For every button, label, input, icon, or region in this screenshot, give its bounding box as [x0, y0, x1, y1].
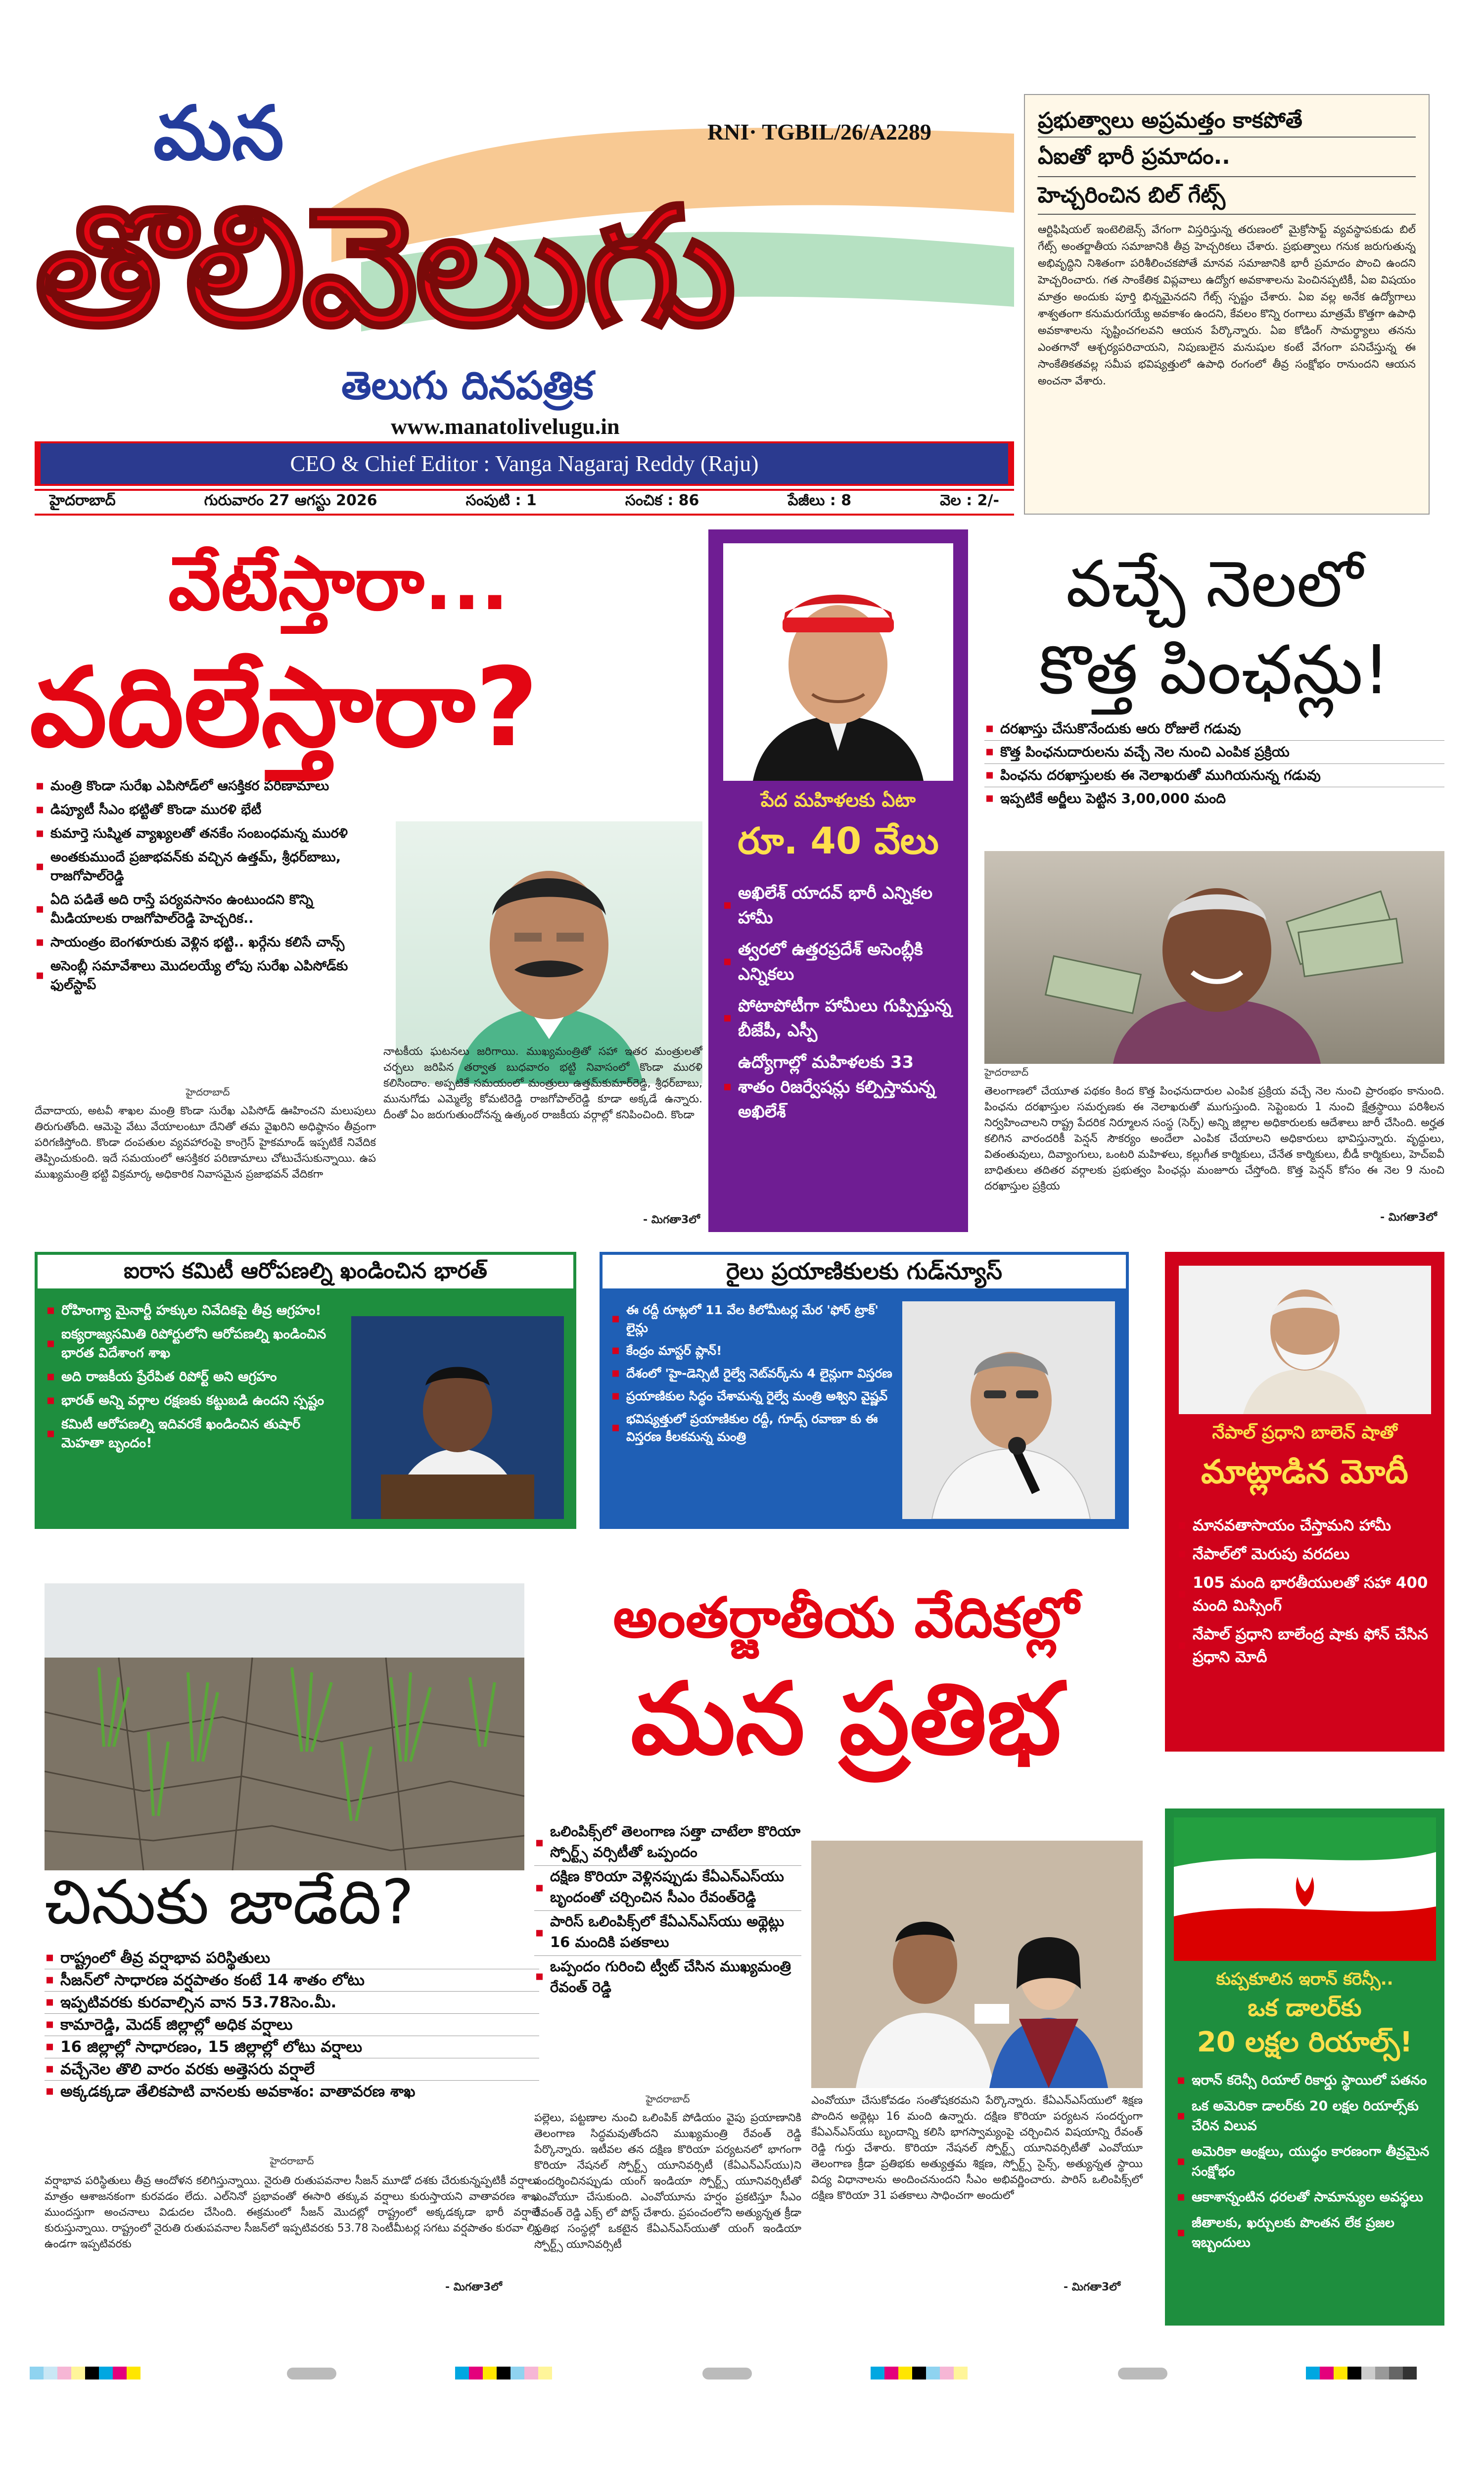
dateline-date: గురువారం 27 ఆగస్టు 2026	[204, 492, 377, 509]
list-item: భారత్ అన్ని వర్గాల రక్షణకు కట్టుబడి ఉందని స్పష్టం	[46, 1391, 342, 1410]
list-item: సాయంత్రం బెంగళూరుకు వెళ్లిన భట్టి.. ఖర్గేను కలిసే చాన్స్	[35, 933, 381, 952]
iran-headline-3: 20 లక్షల రియాల్స్!	[1197, 2026, 1413, 2058]
nepal-headline-1: నేపాల్ ప్రధాని బాలెన్ షాతో	[1212, 1423, 1397, 1443]
masthead-mana: మన	[153, 91, 284, 177]
list-item: కామారెడ్డి, మెదక్ జిల్లాల్లో అధిక వర్షాలు	[45, 2014, 539, 2036]
list-item: ఒలింపిక్స్‌లో తెలంగాణ సత్తా చాటేలా కొరియా స్పోర్ట్స్ వర్సిటీతో ఒప్పందం	[534, 1821, 801, 1866]
list-item: ఒప్పందం గురించి ట్వీట్ చేసిన ముఖ్యమంత్రి రేవంత్ రెడ్డి	[534, 1956, 801, 1998]
iran-box	[1165, 1808, 1444, 2326]
list-item: రోహింగ్యా మైనార్టీ హక్కుల నివేదికపై తీవ్ర ఆగ్రహం!	[46, 1301, 342, 1320]
print-color-bar	[30, 2363, 1454, 2382]
list-item: ప్రయాణికుల సిద్ధం చేశామన్న రైల్వే మంత్రి అశ్విని వైష్ణవ్	[610, 1387, 892, 1405]
talent-headline-2: మన ప్రతిభ	[630, 1662, 1062, 1777]
gates-headline-3: హెచ్చరించిన బిల్ గేట్స్	[1038, 176, 1416, 215]
list-item: ఒక అమెరికా డాలర్‌కు 20 లక్షల రియాల్స్‌కు చేరిన విలువ	[1176, 2096, 1436, 2136]
list-item: అఖిలేశ్ యాదవ్ భారీ ఎన్నికల హామీ	[722, 881, 955, 930]
talent-dateline: హైదరాబాద్	[646, 2093, 690, 2105]
un-box	[35, 1252, 576, 1529]
list-item: కేంద్రం మాస్టర్ ప్లాన్!	[610, 1342, 892, 1360]
lead-headline-2: వదిలేస్తారా?	[30, 644, 539, 771]
dateline-city: హైదరాబాద్	[49, 492, 116, 509]
iran-headline-2: ఒక డాలర్‌కు	[1248, 1994, 1362, 2022]
list-item: మానవతాసాయం చేస్తామని హామీ	[1177, 1514, 1434, 1537]
gates-body: ఆర్టిఫిషియల్ ఇంటెలిజెన్స్ వేగంగా విస్తరిస్తున్న తరుణంలో మైక్రోసాఫ్ట్ వ్యవస్థాపకుడు బిల్ గేట్స్ అంతర్జాతీయ సమాజానికి తీవ్ర హెచ్చరికలు చేశారు. ప్రభుత్వాలు గనుక జరుగుతున్న అభివృద్ధిని నిశితంగా పరిశీలించకపోతే మానవ సమాజానికి భారీ ప్రమాదం పొంచి ఉందని హెచ్చరించారు. గత సాంకేతిక విప్లవాలు ఉద్యోగ అవకాశాలను పెంచినప్పటికీ, ఏఐ విషయం మాత్రం అందుకు పూర్తి భిన్నమైనదని గేట్స్ స్పష్టం చేశారు. ఏఐ వల్ల అనేక ఉద్యోగాలు శాశ్వతంగా కనుమరుగయ్యే అవకాశం ఉందని, కేవలం కొన్ని రంగాలు మాత్రమే కొత్తగా ఉపాధి అవకాశాలను సృష్టించగలవని ఆయన పేర్కొన్నారు. ఏఐ కోడింగ్ సామర్థ్యాలు తనను ఎంతగానో ఆశ్చర్యపరిచాయని, నిపుణులైన మనుషుల కంటే వేగంగా పనిచేస్తున్న ఈ సాంకేతికతవల్ల సమీప భవిష్యత్తులో ఉపాధి రంగంలో తీవ్ర సంక్షోభం రానుందని ఆయన అంచనా వేశారు.	[1038, 224, 1416, 387]
list-item: ఇరాన్ కరెన్సీ రియాల్ రికార్డు స్థాయిలో పతనం	[1176, 2071, 1436, 2091]
gates-headline-2: ఏఐతో భారీ ప్రమాదం..	[1038, 144, 1230, 169]
list-item: దేశంలో 'హై-డెన్సిటీ రైల్వే నెట్‌వర్క్‌ను 4 లైన్లుగా విస్తరణ	[610, 1365, 892, 1382]
un-bullets	[46, 1301, 342, 1453]
korea-mou-photo	[811, 1841, 1143, 2088]
lead-headline-1: వేటేస్తారా...	[168, 541, 509, 627]
list-item: అసెంబ్లీ సమావేశాలు మొదలయ్యే లోపు సురేఖ ఎపిసోడ్‌కు ఫుల్‌స్టాప్	[35, 957, 381, 995]
akhilesh-photo	[723, 543, 953, 781]
list-item: కొత్త పింఛనుదారులను వచ్చే నెల నుంచి ఎంపిక ప్రక్రియ	[984, 741, 1444, 764]
rail-headline: రైలు ప్రయాణికులకు గుడ్‌న్యూస్	[600, 1252, 1129, 1291]
list-item: ఉద్యోగాల్లో మహిళలకు 33 శాతం రిజర్వేషన్లు కల్పిస్తామన్న అఖిలేశ్	[722, 1050, 955, 1124]
pension-photo-caption: హైదరాబాద్	[984, 1066, 1029, 1078]
iran-headline-1: కుప్పకూలిన ఇరాన్ కరెన్సీ..	[1216, 1969, 1393, 1989]
rain-photo	[45, 1583, 524, 1870]
nepal-bullets	[1177, 1514, 1434, 1668]
list-item: ఏది పడితే అది రాస్తే పర్యవసానం ఉంటుందని కొన్ని మీడియాలకు రాజగోపాల్‌రెడ్డి హెచ్చరిక..	[35, 891, 381, 928]
gates-article	[1024, 94, 1430, 515]
list-item: త్వరలో ఉత్తరప్రదేశ్ అసెంబ్లీకి ఎన్నికలు	[722, 937, 955, 987]
masthead-title: తొలివెలుగు	[35, 172, 733, 362]
masthead-website: www.manatolivelugu.in	[391, 414, 620, 439]
rail-photo	[902, 1301, 1115, 1519]
akhilesh-bullets	[722, 881, 955, 1124]
list-item: అమెరికా ఆంక్షలు, యుద్ధం కారణంగా తీవ్రమైన సంక్షోభం	[1176, 2142, 1436, 2182]
dateline-pages: పేజీలు : 8	[788, 492, 852, 509]
akhilesh-amount: రూ. 40 వేలు	[738, 820, 939, 862]
lead-continuation: - మిగతా3లో	[643, 1214, 700, 1226]
list-item: పారిస్ ఒలింపిక్స్‌లో కేఏఎన్‌ఎస్‌యు అథ్లెట్లు 16 మందికి పతకాలు	[534, 1911, 801, 1956]
list-item: ఐక్యరాజ్యసమితి రిపోర్టులోని ఆరోపణల్ని ఖండించిన భారత విదేశాంగ శాఖ	[46, 1325, 342, 1363]
list-item: రాష్ట్రంలో తీవ్ర వర్షాభావ పరిస్థితులు	[45, 1947, 539, 1969]
iran-bullets	[1176, 2071, 1436, 2253]
pension-headline-1: వచ్చే నెలలో	[1066, 546, 1363, 621]
dateline-volume: సంపుటి : 1	[465, 492, 537, 509]
talent-headline-1: అంతర్జాతీయ వేదికల్లో	[613, 1586, 1079, 1650]
lead-body-left: దేవాదాయ, అటవీ శాఖల మంత్రి కొండా సురేఖ ఎపిసోడ్ ఊహించని మలుపులు తిరుగుతోంది. ఆమెపై వేటు వేయాలంటూ దేనితో తమ వైఖరిని అధిష్ఠానం తీవ్రంగా పరిగణిస్తోంది. కొండా దంపతుల వ్యవహారంపై కాంగ్రెస్ హైకమాండ్ ఇప్పటికే నివేదిక తెప్పించుకుంది. ఇదే సమయంలో ఆసక్తికర పరిణామాలు చోటుచేసుకున్నాయి. ఉప ముఖ్యమంత్రి భట్టి విక్రమార్క అధికారిక నివాసమైన ప్రజాభవన్ వేదికగా	[35, 1105, 376, 1181]
lead-photo-caption: హైదరాబాద్	[186, 1086, 230, 1098]
rain-headline: చినుకు జాడేది?	[45, 1867, 414, 1938]
rain-continuation: - మిగతా3లో	[445, 2281, 502, 2293]
list-item: అది రాజకీయ ప్రేరేపిత రిపోర్ట్ అని ఆగ్రహం	[46, 1368, 342, 1386]
talent-body-left: పల్లెలు, పట్టణాల నుంచి ఒలింపిక్ పోడియం వైపు ప్రయాణానికి తెలంగాణ సిద్ధమవుతోందని ముఖ్యమంత్రి రేవంత్ రెడ్డి పేర్కొన్నారు. ఇటీవల తన దక్షిణ కొరియా పర్యటనలో భాగంగా కొరియా నేషనల్ స్పోర్ట్స్ యూనివర్సిటీ (కేఏఎన్‌ఎస్‌యు)ని సందర్శించినప్పుడు యంగ్ ఇండియా స్పోర్ట్స్ యూనివర్సిటీతో ఎంవోయూ చేసుకుంది. ఎంవోయూను హర్షం ప్రకటిస్తూ సీఎం రేవంత్ రెడ్డి ఎక్స్ లో పోస్ట్ చేశారు. ప్రపంచంలోని అత్యున్నత క్రీడా ప్రతిభ సంస్థల్లో ఒకటైన కేఏఎన్‌ఎస్‌యుతో యంగ్ ఇండియా స్పోర్ట్స్ యూనివర్సిటీ	[534, 2112, 801, 2251]
list-item: పోటాపోటీగా హామీలు గుప్పిస్తున్న బీజేపీ, ఎస్పీ	[722, 994, 955, 1043]
list-item: అక్కడక్కడా తేలికపాటి వానలకు అవకాశం: వాతావరణ శాఖ	[45, 2081, 539, 2102]
list-item: కుమార్తె సుష్మిత వ్యాఖ్యలతో తనకేం సంబంధమన్న మురళి	[35, 824, 381, 843]
nepal-headline-2: మాట్లాడిన మోదీ	[1201, 1453, 1408, 1491]
modi-photo	[1179, 1266, 1431, 1414]
rni-number: RNI· TGBIL/26/A2289	[707, 119, 931, 144]
list-item: నేపాల్ ప్రధాని బాలేంద్ర షాకు ఫోన్ చేసిన ప్రధాని మోదీ	[1177, 1623, 1434, 1668]
list-item: ఆకాశాన్నంటిన ధరలతో సామాన్యుల అవస్థలు	[1176, 2188, 1436, 2207]
list-item: పింఛను దరఖాస్తులకు ఈ నెలాఖరుతో ముగియనున్న గడువు	[984, 764, 1444, 787]
talent-bullets	[534, 1821, 801, 1998]
lead-bullets	[35, 777, 381, 995]
talent-body-right: ఎంవోయూ చేసుకోవడం సంతోషకరమని పేర్కొన్నారు. కేఏఎన్‌ఎస్‌యులో శిక్షణ పొందిన అథ్లెట్లు 16 మంది ఉన్నారు. దక్షిణ కొరియా పర్యటన సందర్భంగా కేఏఎన్‌ఎస్‌యు బృందాన్ని కలిసి భాగస్వామ్యంపై చర్చించిన విషయాన్ని రేవంత్ రెడ్డి గుర్తు చేశారు. కొరియా నేషనల్ స్పోర్ట్స్ యూనివర్సిటీతో ఎంవోయూ తెలంగాణ క్రీడా ప్రతిభకు అత్యుత్తమ శిక్షణ, స్పోర్ట్స్ సైన్స్, అత్యున్నత స్థాయి విద్య విధానాలను అందించనుందని సీఎం అభివర్ణించారు. పారిస్ ఒలింపిక్స్‌లో దక్షిణ కొరియా 31 పతకాలు సాధించగా అందులో	[811, 2094, 1143, 2202]
rain-dateline: హైదరాబాద్	[270, 2155, 314, 2167]
list-item: అంతకుముందే ప్రజాభవన్‌కు వచ్చిన ఉత్తమ్, శ్రీధర్‌బాబు, రాజగోపాల్‌రెడ్డి	[35, 848, 381, 886]
dateline-issue: సంచిక : 86	[625, 492, 699, 509]
pension-body: తెలంగాణలో చేయూత పథకం కింద కొత్త పింఛనుదారుల ఎంపిక ప్రక్రియ వచ్చే నెల నుంచి ప్రారంభం కానుంది. పింఛను దరఖాస్తుల సమర్పణకు ఈ నెలాఖరుతో ముగుస్తుంది. సెప్టెంబరు 1 నుంచి క్షేత్రస్థాయి పరిశీలన నిర్వహించాలని రాష్ట్ర పేదరిక నిర్మూలన సంస్థ (సెర్ప్) అన్ని జిల్లాల అధికారులకు ఆదేశాలు జారీ చేసింది. అర్హత కలిగిన వారందరికీ పెన్షన్ సౌకర్యం అందేలా ఎంపిక చేయాలని అధికారులు భావిస్తున్నారు. వృద్ధులు, వితంతువులు, దివ్యాంగులు, ఒంటరి మహిళలు, కల్లుగీత కార్మికులు, చేనేత కార్మికులు, బీడీ కార్మికులు, హెచ్ఐవీ బాధితులు తదితర వర్గాలకు ప్రభుత్వం పింఛన్లు మంజూరు చేస్తోంది. కొత్త పెన్షన్ కోసం ఈ నెల 9 నుంచి దరఖాస్తుల ప్రక్రియ	[984, 1085, 1444, 1192]
pension-bullets	[984, 717, 1444, 810]
masthead-subtitle: తెలుగు దినపత్రిక	[341, 364, 594, 408]
iran-flag	[1174, 1817, 1436, 1961]
list-item: 105 మంది భారతీయులతో సహా 400 మంది మిస్సింగ్	[1177, 1571, 1434, 1617]
list-item: దక్షిణ కొరియా వెళ్లినప్పుడు కేఏఎన్‌ఎస్‌యు బృందంతో చర్చించిన సీఎం రేవంత్‌రెడ్డి	[534, 1866, 801, 1911]
list-item: దరఖాస్తు చేసుకొనేందుకు ఆరు రోజులే గడువు	[984, 717, 1444, 741]
list-item: నేపాల్‌లో మెరుపు వరదలు	[1177, 1543, 1434, 1566]
un-photo	[351, 1316, 564, 1519]
dateline-bar	[35, 489, 1014, 516]
akhilesh-caption-small: పేద మహిళలకు ఏటా	[760, 789, 916, 811]
rail-box	[600, 1252, 1129, 1529]
nepal-box	[1165, 1252, 1444, 1752]
gates-headline-1: ప్రభుత్వాలు అప్రమత్తం కాకపోతే	[1038, 105, 1416, 138]
list-item: ఇప్పటివరకు కురవాల్సిన వాన 53.78సెం.మీ.	[45, 1992, 539, 2014]
list-item: వచ్చేనెల తొలి వారం వరకు అత్తెసరు వర్షాలే	[45, 2058, 539, 2081]
rain-bullets	[45, 1947, 539, 2102]
un-headline: ఐరాస కమిటీ ఆరోపణల్ని ఖండించిన భారత్	[35, 1252, 576, 1291]
dateline-price: వెల : 2/-	[940, 492, 999, 509]
talent-continuation: - మిగతా3లో	[1064, 2281, 1120, 2293]
list-item: ఇప్పటికే అర్జీలు పెట్టిన 3,00,000 మంది	[984, 787, 1444, 810]
color-swatches	[30, 2367, 140, 2379]
rail-bullets	[610, 1301, 892, 1446]
list-item: 16 జిల్లాల్లో సాధారణం, 15 జిల్లాల్లో లోటు వర్షాలు	[45, 2036, 539, 2058]
list-item: ఈ రద్దీ రూట్లలో 11 వేల కిలోమీటర్ల మేర 'ఫోర్ ట్రాక్' లైన్లు	[610, 1301, 892, 1337]
list-item: సీజన్‌లో సాధారణ వర్షపాతం కంటే 14 శాతం లోటు	[45, 1969, 539, 1992]
pension-headline-2: కొత్త పింఛన్లు!	[1039, 631, 1390, 710]
list-item: జీతాలకు, ఖర్చులకు పొంతన లేక ప్రజల ఇబ్బందులు	[1176, 2213, 1436, 2253]
pension-photo	[984, 851, 1444, 1064]
editor-strip	[35, 441, 1014, 486]
editor-text: CEO & Chief Editor : Vanga Nagaraj Reddy (Raju)	[290, 451, 759, 476]
masthead	[35, 84, 1014, 505]
pension-continuation: - మిగతా3లో	[1380, 1211, 1437, 1224]
list-item: కమిటీ ఆరోపణల్ని ఇదివరకే ఖండించిన తుషార్ మెహతా బృందం!	[46, 1415, 342, 1453]
list-item: భవిష్యత్తులో ప్రయాణికుల రద్దీ, గూడ్స్ రవాణా కు ఈ విస్తరణ కీలకమన్న మంత్రి	[610, 1410, 892, 1446]
list-item: మంత్రి కొండా సురేఖ ఎపిసోడ్‌లో ఆసక్తికర పరిణామాలు	[35, 777, 381, 796]
rain-body: వర్షాభావ పరిస్థితులు తీవ్ర ఆందోళన కలిగిస్తున్నాయి. నైరుతి రుతుపవనాల సీజన్ మూడో దశకు చేరుకున్నప్పటికీ వర్షాలు మాత్రం ఆశాజనకంగా కురవడం లేదు. ఎల్‌నినో ప్రభావంతో ఈసారి తక్కువ వర్షాలు కురుస్తాయని వాతావరణ శాఖ ముందస్తుగా అంచనాలు విడుదల చేసింది. ఈక్రమంలో సీజన్ మొదట్లో రాష్ట్రంలో అక్కడక్కడా భారీ వర్షాలే కురుస్తున్నాయి. రాష్ట్రంలో నైరుతి రుతుపవనాల సీజన్‌లో ఇప్పటివరకు 53.78 సెంటీమీటర్ల సగటు వర్షపాతం కురవా ల్సి ఉండగా ఇప్పటివరకు	[45, 2175, 539, 2250]
list-item: డిప్యూటీ సీఎం భట్టితో కొండా మురళి భేటీ	[35, 801, 381, 819]
akhilesh-box	[708, 529, 968, 1232]
lead-body-right: నాటకీయ ఘటనలు జరిగాయి. ముఖ్యమంత్రితో సహా ఇతర మంత్రులతో చర్చలు జరిపిన తర్వాత బుధవారం భట్టి నివాసంలో కొండా మురళి కలిసిందాం. అప్పటికే సమయంలో మంత్రులు ఉత్తమ్‌కుమార్‌రెడ్డి, శ్రీధర్‌బాబు, మునుగోడు ఎమ్మెల్యే కోమటిరెడ్డి రాజగోపాల్‌రెడ్డి కూడా అక్కడే ఉన్నారు. దీంతో ఏం జరుగుతుందోనన్న ఉత్కంఠ రాజకీయ వర్గాల్లో కనిపించింది. కొండా	[383, 1046, 702, 1121]
